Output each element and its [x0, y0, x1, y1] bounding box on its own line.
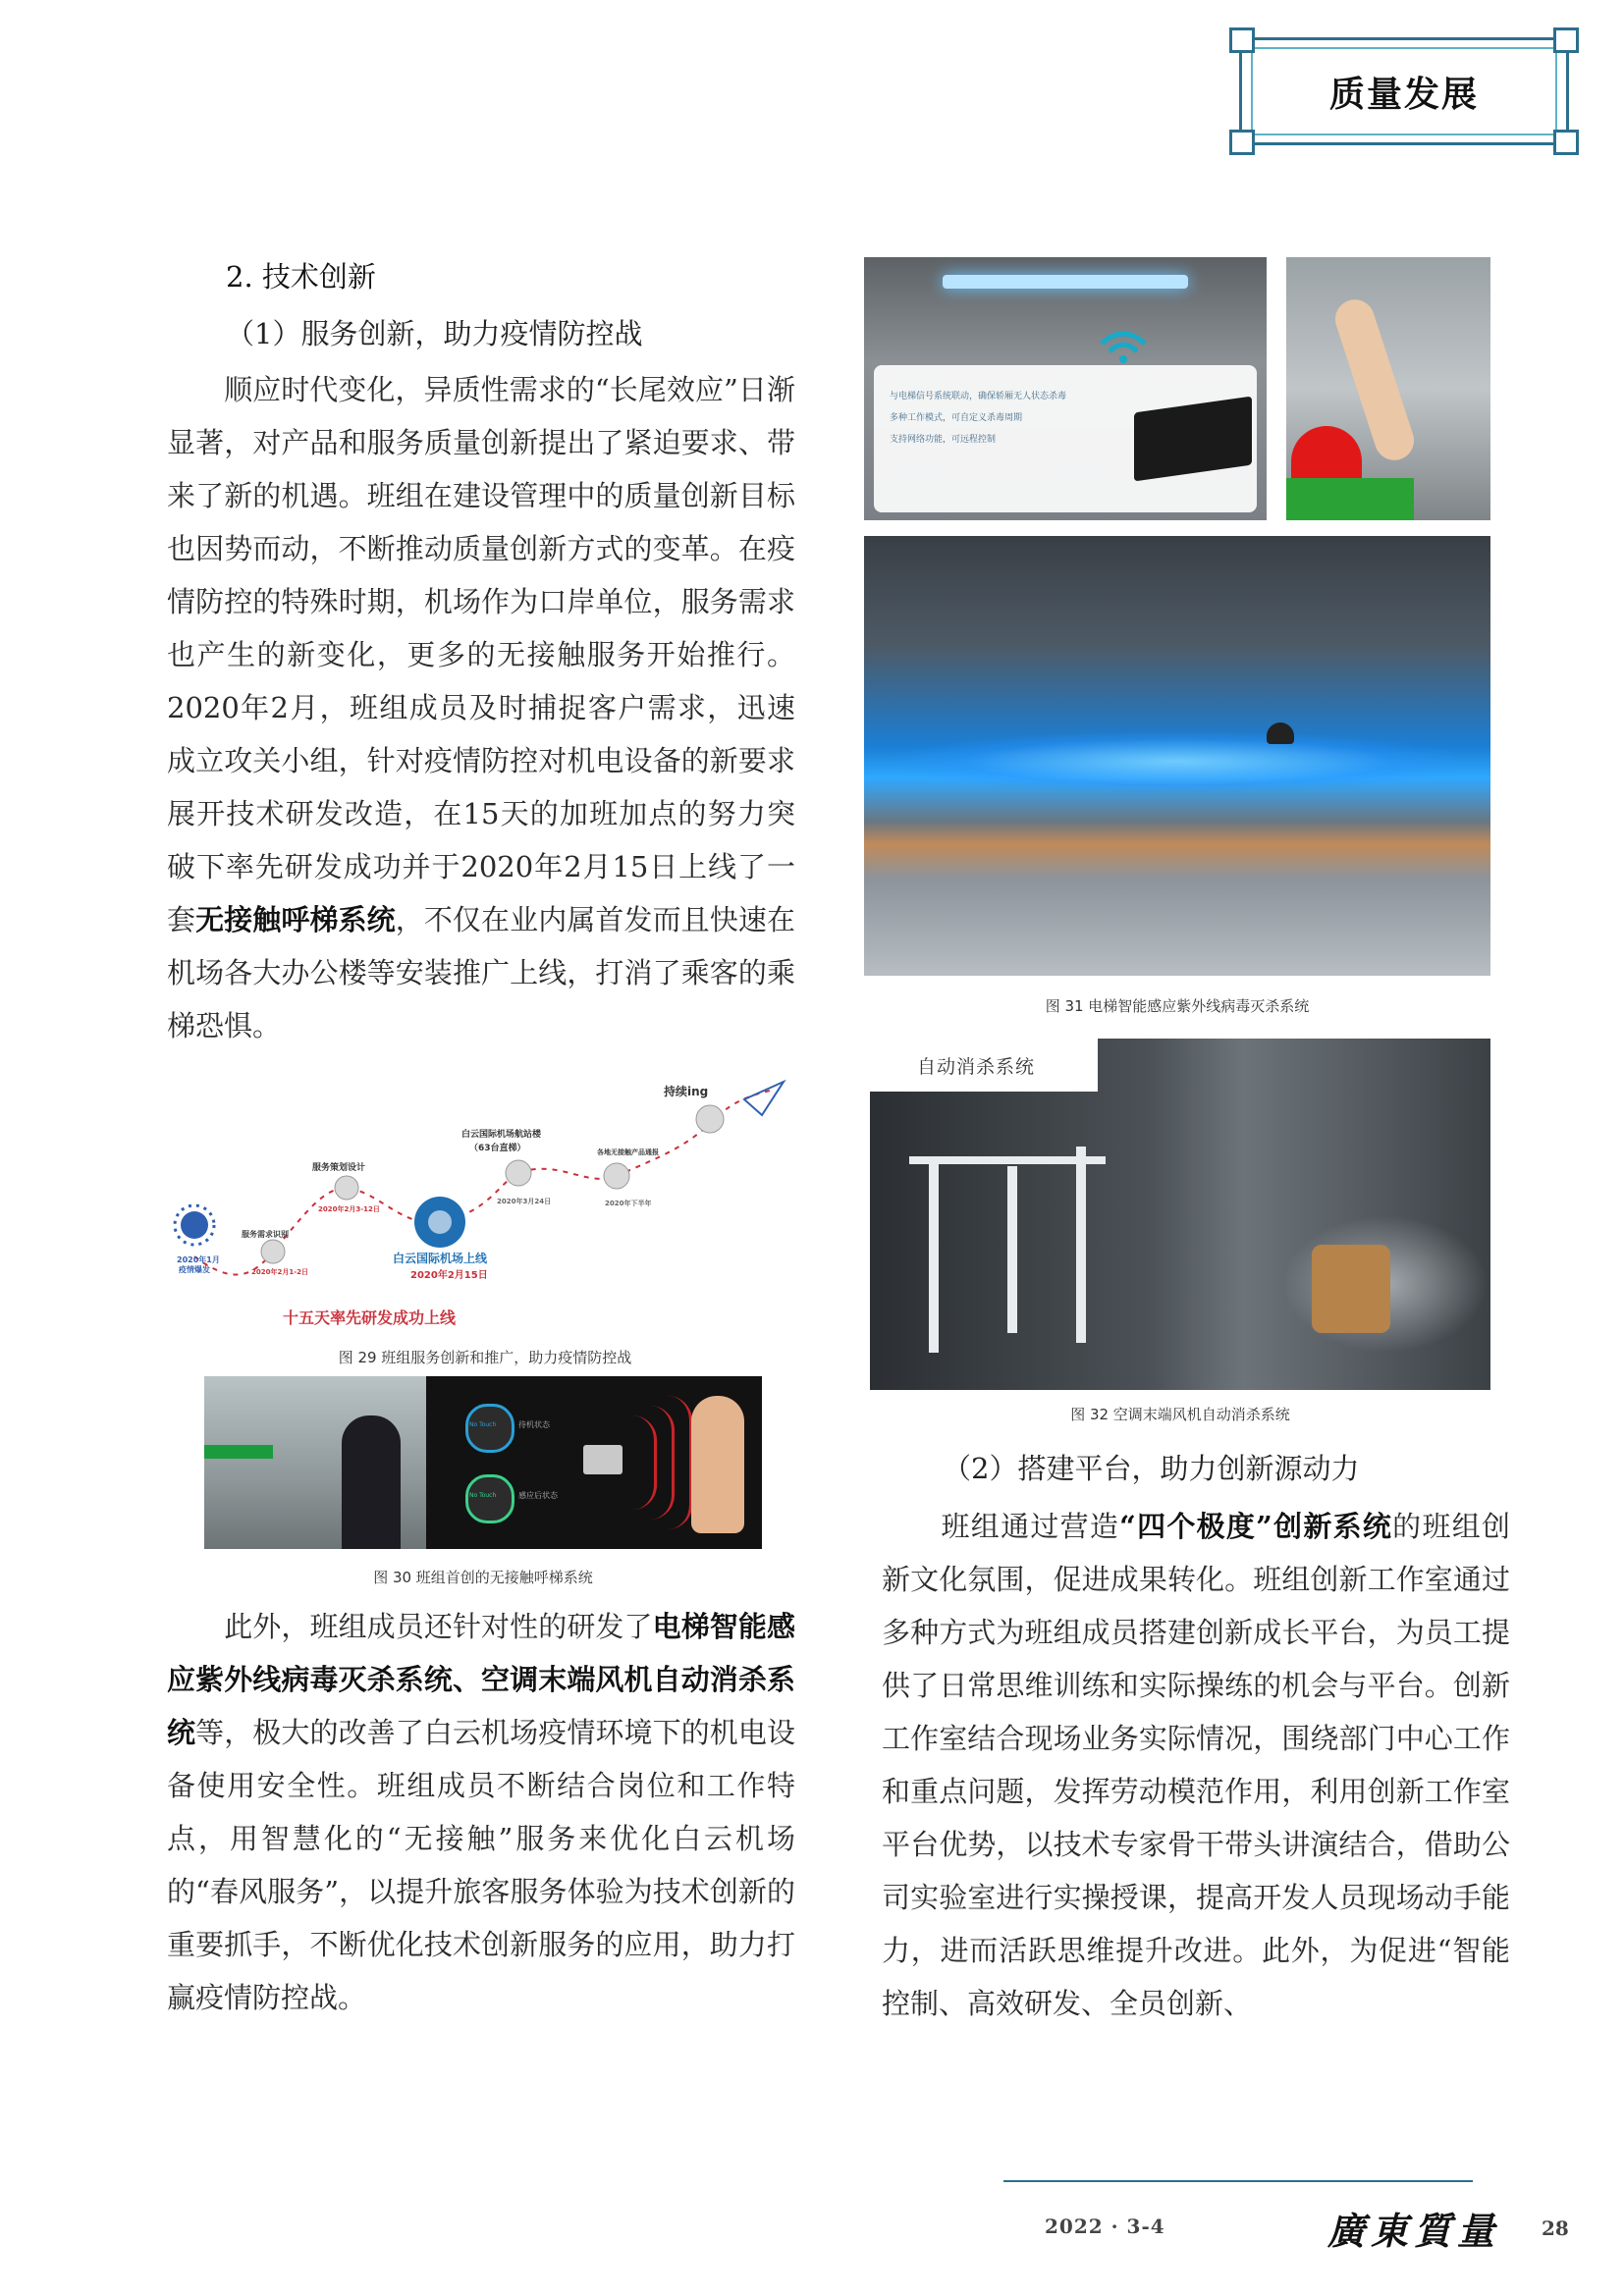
text-run-bold: “四个极度”创新系统: [1119, 1510, 1393, 1543]
figure-32-label: 自动消杀系统: [917, 1056, 1036, 1078]
text-run: 的班组创新文化氛围，促进成果转化。班组创新工作室通过多种方式为班组成员搭建创新成长平台，为员工提供了日常思维训练和实际操练的机会与平台。创新工作室结合现场业务实际情况，围绕部门中心工作和重点问题，发挥劳动模范作用，利用创新工作室平台优势，以技术专家骨干带头讲演结合，借助公司实验室进行实操授课，提高开发人员现场动手能力，进而活跃思维提升改进。此外，为促进“智能控制、高效研发、全员创新、: [882, 1510, 1510, 2020]
text-run: 顺应时代变化，异质性需求的“长尾效应”日渐显著，对产品和服务质量创新提出了紧迫要求、带来了新的机遇。班组在建设管理中的质量创新目标也因势而动，不断推动质量创新方式的变革。在疫情防控的特殊时期，机场作为口岸单位，服务需求也产生的新变化，更多的无接触服务开始推行。2020年2月，班组成员及时捕捉客户需求，迅速成立攻关小组，针对疫情防控对机电设备的新要求展开技术研发改造，在15天的加班加点的努力突破下率先研发成功并于2020年2月15日上线了一套: [167, 373, 795, 936]
ceiling-camera-icon: [1267, 722, 1294, 744]
sensor-module-icon: [583, 1445, 623, 1474]
uv-light-glow: [903, 732, 1453, 791]
section-title: 质量发展: [1328, 75, 1479, 115]
figure-29-caption: 图 29 班组服务创新和推广，助力疫情防控战: [338, 1349, 632, 1366]
pipe: [1076, 1147, 1086, 1343]
milestone-4-title-line2: （63台直梯）: [469, 1144, 526, 1153]
subsection-heading-2: （2）搭建平台，助力创新源动力: [943, 1452, 1360, 1485]
button-brand-1: No Touch: [469, 1421, 497, 1428]
text-run-bold: 电梯智能感应紫外线病毒灭杀系统、空调末端风机自动消杀系统: [167, 1610, 795, 1749]
nozzle-valve: [1312, 1245, 1390, 1333]
text-run: ，不仅在业内属首发而且快速在机场各大办公楼等安装推广上线，打消了乘客的乘梯恐惧。: [167, 903, 795, 1042]
figure-31-caption: 图 31 电梯智能感应紫外线病毒灭杀系统: [1045, 997, 1310, 1015]
milestone-1-date: 2020年2月1-2日: [251, 1268, 308, 1276]
paper-plane-icon: [744, 1082, 784, 1115]
figure-31-photo-elevator-cabin: [864, 536, 1490, 976]
pipe: [1007, 1166, 1017, 1333]
magazine-logo: 廣東質量: [1327, 2209, 1501, 2253]
text-run: 此外，班组成员还针对性的研发了: [167, 1610, 653, 1643]
feature-bullet-2: 多种工作模式，可自定义杀毒周期: [890, 413, 1023, 423]
pipe-horizontal: [909, 1156, 1106, 1164]
feature-bullet-1: 与电梯信号系统联动，确保轿厢无人状态杀毒: [890, 392, 1067, 401]
badge-corner-bottom-right: [1553, 130, 1579, 155]
section-heading: 2. 技术创新: [226, 260, 376, 294]
milestone-4-title: [461, 1128, 544, 1153]
text-run: 等，极大的改善了白云机场疫情环境下的机电设备使用安全性。班组成员不断结合岗位和工作特点，用智慧化的“无接触”服务来优化白云机场的“春风服务”，以提升旅客服务体验为技术创新的重要抓手，不断优化技术创新服务的应用，助力打赢疫情防控战。: [167, 1716, 795, 2014]
virus-icon: [175, 1205, 214, 1245]
signal-wave-icon: [668, 1396, 692, 1529]
timeline-graphic: [165, 1060, 805, 1345]
text-run: 班组通过营造: [882, 1510, 1120, 1543]
green-sign: [204, 1445, 273, 1459]
milestone-4-title-line1: 白云国际机场航站楼: [461, 1130, 542, 1140]
figure-31-photo-device: [864, 257, 1267, 520]
timeline-start-label: [177, 1255, 223, 1274]
figure-29-timeline: [165, 1060, 805, 1345]
milestone-3-date: 2020年2月15日: [410, 1270, 488, 1281]
milestone-5-date: 2020年下半年: [605, 1200, 652, 1207]
section-badge: [1239, 37, 1569, 145]
button-state-label-1: 待机状态: [518, 1420, 550, 1429]
uv-lamp: [943, 275, 1188, 289]
milestone-node-main-core: [428, 1210, 452, 1234]
wifi-icon: [1096, 326, 1151, 365]
figure-30-caption: 图 30 班组首创的无接触呼梯系统: [373, 1569, 593, 1586]
milestone-3-title: 白云国际机场上线: [393, 1252, 488, 1265]
figure-32-photo-fan-coil: [870, 1039, 1490, 1390]
text-run-bold: 无接触呼梯系统: [195, 903, 396, 936]
milestone-node-end: [696, 1105, 724, 1133]
footer-rule: [1003, 2180, 1473, 2182]
badge-corner-bottom-left: [1229, 130, 1255, 155]
right-paragraph: [882, 1500, 1510, 2030]
subsection-heading-1: （1）服务创新，助力疫情防控战: [226, 317, 643, 350]
button-state-label-2: 感应后状态: [518, 1491, 558, 1500]
milestone-2-title: 服务策划设计: [312, 1163, 366, 1173]
person-figure: [342, 1415, 401, 1549]
touchless-button-active-icon: [465, 1474, 514, 1523]
figure-31-photo-installer: [1286, 257, 1490, 520]
timeline-end-label: 持续ing: [664, 1085, 709, 1098]
timeline-banner: 十五天率先研发成功上线: [283, 1308, 457, 1327]
milestone-node-2: [335, 1176, 358, 1200]
milestone-1-title: 服务需求识别: [242, 1230, 289, 1239]
figure-32-caption: 图 32 空调末端风机自动消杀系统: [1070, 1406, 1290, 1423]
milestone-5-title: 各地无接触产品通报: [597, 1148, 659, 1156]
hand-icon: [691, 1396, 744, 1533]
feature-bullet-3: 支持网络功能，可远程控制: [890, 435, 997, 445]
milestone-4-date: 2020年3月24日: [497, 1198, 552, 1205]
figure-30-photo-buttons: [426, 1376, 762, 1549]
figure-30-photo-elevator: [204, 1376, 426, 1549]
worker-green-shirt: [1286, 478, 1414, 520]
pipe: [929, 1156, 939, 1353]
badge-corner-top-left: [1229, 27, 1255, 53]
milestone-node-4: [506, 1160, 531, 1186]
badge-corner-top-right: [1553, 27, 1579, 53]
left-paragraph-2: [167, 1600, 795, 2024]
start-label-line1: 2020年1月: [177, 1255, 220, 1264]
milestone-node-5: [604, 1163, 629, 1189]
milestone-node-1: [261, 1240, 285, 1263]
touchless-button-standby-icon: [465, 1404, 514, 1453]
milestone-2-date: 2020年2月3-12日: [318, 1205, 380, 1213]
footer-issue-date: 2022 · 3-4: [1045, 2215, 1165, 2238]
button-brand-2: No Touch: [469, 1492, 497, 1499]
start-label-line2: 疫情爆发: [179, 1265, 210, 1274]
left-paragraph-1: [167, 363, 795, 1052]
page-number: 28: [1542, 2216, 1569, 2240]
